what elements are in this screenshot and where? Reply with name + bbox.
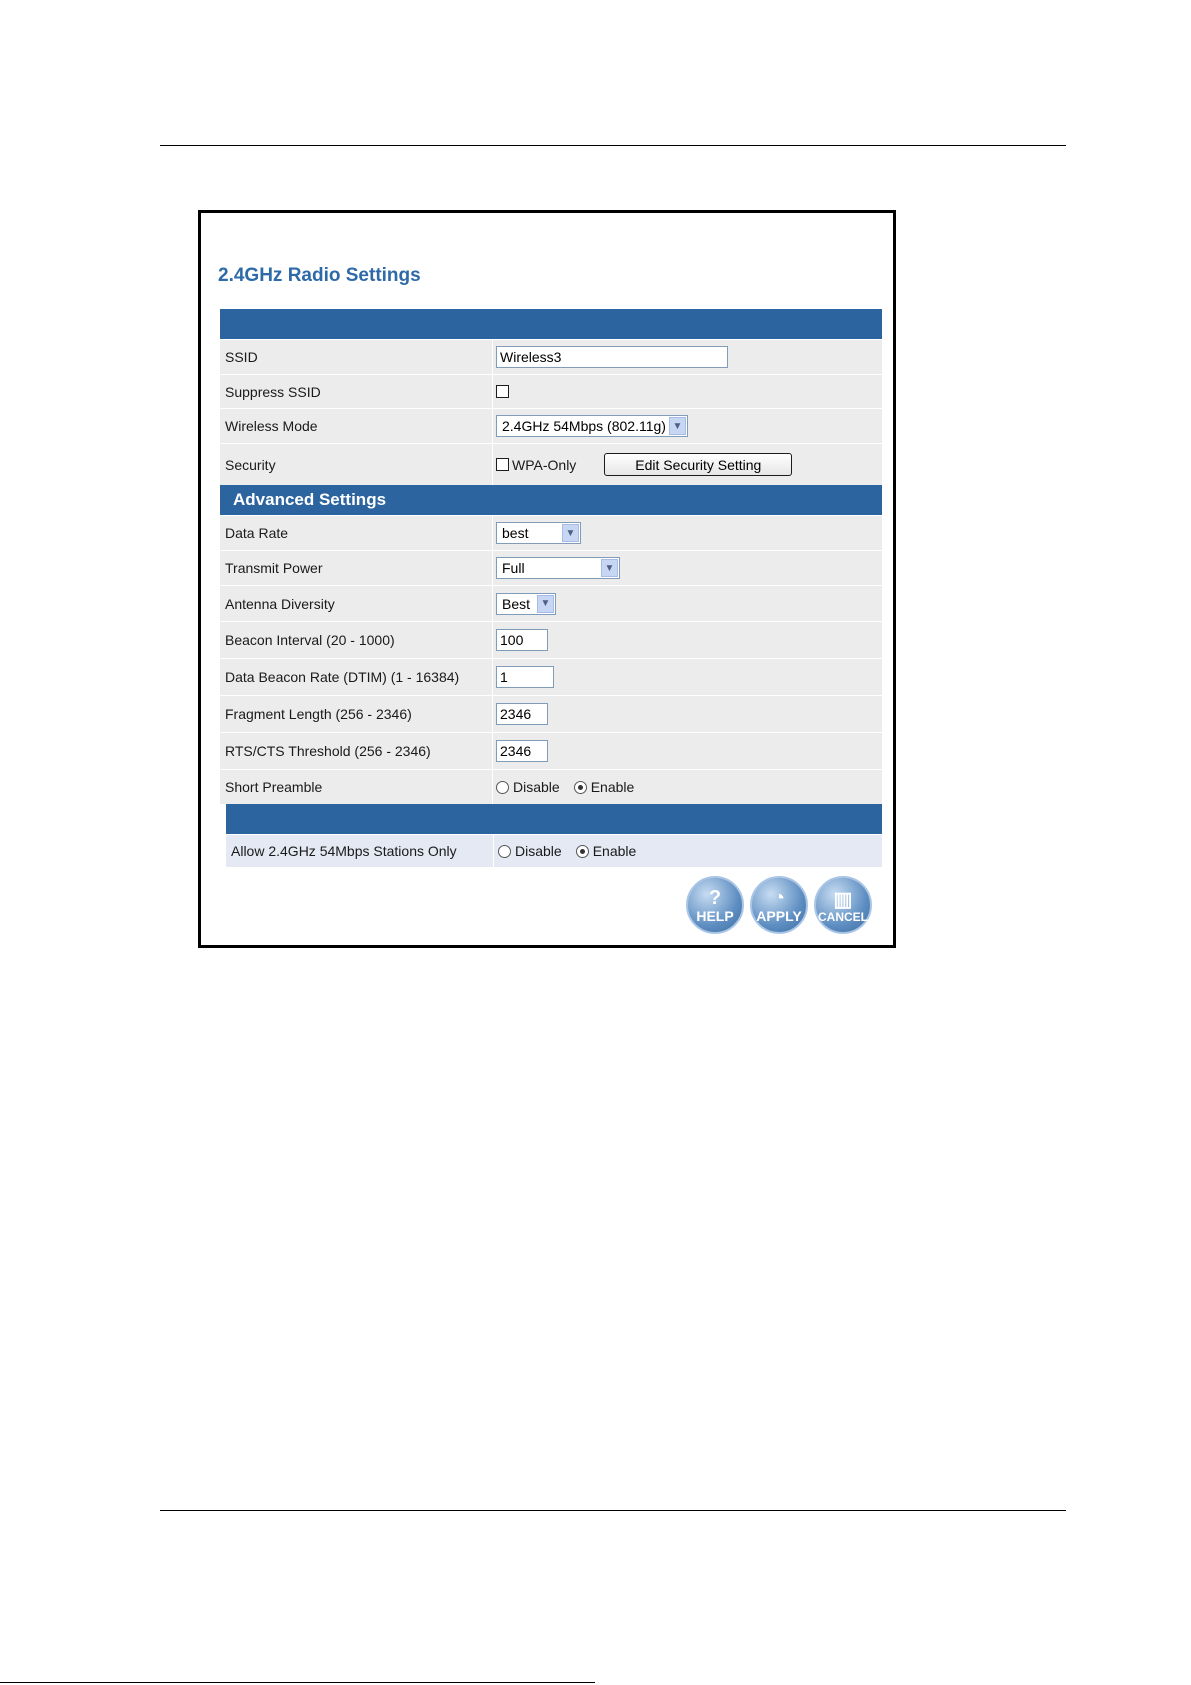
short-preamble-radio-group [496, 779, 644, 795]
question-icon: ? [708, 887, 722, 909]
short-preamble-enable-label: Enable [590, 779, 635, 795]
page-footer-rule [160, 1510, 1066, 1511]
short-preamble-label: Short Preamble [225, 779, 323, 795]
chevron-down-icon: ▼ [562, 524, 579, 542]
row-ssid [220, 339, 882, 374]
section-bar-g-only [226, 804, 882, 834]
data-rate-select[interactable] [496, 522, 581, 544]
row-dtim [220, 658, 882, 695]
beacon-interval-input[interactable]: 100 [496, 629, 548, 651]
dtim-input[interactable]: 1 [496, 666, 554, 688]
cancel-button-label: CANCEL [818, 910, 868, 924]
ssid-input[interactable]: Wireless3 [496, 346, 728, 368]
row-wireless-mode [220, 408, 882, 443]
wpa-only-checkbox[interactable] [496, 458, 509, 471]
g-only-enable-radio[interactable] [576, 845, 589, 858]
row-transmit-power [220, 550, 882, 585]
chevron-down-icon: ▼ [537, 595, 554, 613]
page-header-rule [160, 145, 1066, 146]
wireless-mode-label: Wireless Mode [225, 418, 318, 434]
page-title: 2.4GHz Radio Settings [218, 265, 421, 286]
rts-threshold-label: RTS/CTS Threshold (256 - 2346) [225, 743, 431, 759]
data-rate-value: best [502, 525, 529, 541]
chevron-down-icon: ▼ [669, 417, 686, 435]
g-only-radio-group [498, 843, 646, 859]
row-rts-threshold [220, 732, 882, 769]
data-rate-label: Data Rate [225, 525, 289, 541]
row-fragment-length [220, 695, 882, 732]
page-bottom-rule [0, 1682, 595, 1683]
transmit-power-select[interactable] [496, 557, 620, 579]
antenna-diversity-value: Best [502, 595, 531, 612]
row-data-rate [220, 515, 882, 550]
antenna-diversity-select[interactable] [496, 593, 556, 615]
cancel-button[interactable] [814, 876, 872, 934]
row-g-only [226, 834, 882, 867]
short-preamble-disable-label: Disable [513, 779, 560, 795]
fragment-length-label: Fragment Length (256 - 2346) [225, 706, 412, 722]
ssid-label: SSID [225, 349, 258, 365]
g-only-disable-radio[interactable] [498, 845, 511, 858]
beacon-interval-label: Beacon Interval (20 - 1000) [225, 632, 395, 648]
apply-button-label: APPLY [756, 908, 802, 924]
g-only-disable-label: Disable [515, 843, 562, 859]
help-button-label: HELP [696, 908, 734, 924]
wpa-only-label: WPA-Only [512, 456, 577, 473]
edit-security-button[interactable]: Edit Security Setting [604, 453, 792, 476]
chevron-down-icon: ▼ [601, 559, 618, 577]
help-button[interactable] [686, 876, 744, 934]
security-label: Security [225, 456, 276, 473]
transmit-power-label: Transmit Power [225, 560, 323, 576]
section-bar-basic [220, 309, 882, 339]
suppress-ssid-checkbox[interactable] [496, 385, 509, 398]
suppress-ssid-label: Suppress SSID [225, 383, 321, 400]
short-preamble-disable-radio[interactable] [496, 781, 509, 794]
row-short-preamble [220, 769, 882, 804]
trash-icon: ▥ [833, 889, 853, 911]
fragment-length-input[interactable]: 2346 [496, 703, 548, 725]
g-only-label: Allow 2.4GHz 54Mbps Stations Only [231, 843, 457, 859]
wireless-mode-select[interactable] [496, 415, 688, 437]
wireless-mode-value: 2.4GHz 54Mbps (802.11g) [502, 418, 666, 434]
g-only-enable-label: Enable [592, 843, 637, 859]
short-preamble-enable-radio[interactable] [574, 781, 587, 794]
apply-icon: ◔ [772, 887, 786, 909]
screenshot-frame [198, 210, 896, 948]
row-antenna-diversity [220, 585, 882, 621]
row-beacon-interval [220, 621, 882, 658]
row-suppress-ssid [220, 374, 882, 408]
antenna-diversity-label: Antenna Diversity [225, 595, 335, 612]
row-security [220, 443, 882, 485]
section-bar-advanced: Advanced Settings [220, 485, 882, 515]
dtim-label: Data Beacon Rate (DTIM) (1 - 16384) [225, 669, 460, 685]
apply-button[interactable] [750, 876, 808, 934]
rts-threshold-input[interactable]: 2346 [496, 740, 548, 762]
transmit-power-value: Full [502, 560, 525, 576]
